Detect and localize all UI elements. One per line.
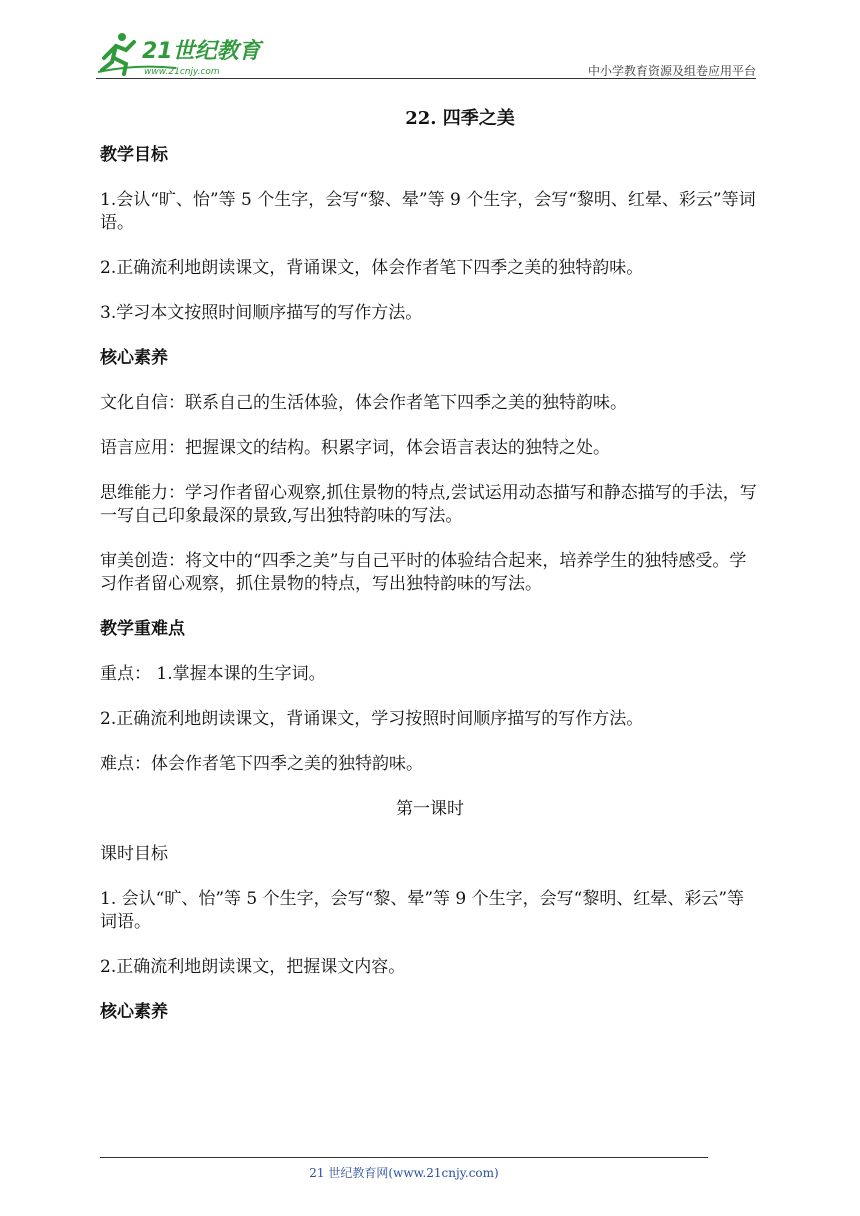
paragraph: 审美创造：将文中的“四季之美”与自己平时的体验结合起来，培养学生的独特感受。学习作者留心观察，抓住景物的特点，写出独特韵味的写法。 bbox=[100, 551, 747, 594]
section-heading: 教学重难点 bbox=[100, 619, 185, 639]
paragraph: 重点： 1.掌握本课的生字词。 bbox=[100, 664, 326, 684]
paragraph: 2.正确流利地朗读课文，把握课文内容。 bbox=[100, 957, 406, 977]
paragraph: 课时目标 bbox=[100, 844, 168, 864]
paragraph: 2.正确流利地朗读课文，背诵课文，体会作者笔下四季之美的独特韵味。 bbox=[100, 258, 644, 278]
platform-name: 中小学教育资源及组卷应用平台 bbox=[587, 64, 756, 78]
logo-text: 21世纪教育 bbox=[142, 39, 261, 64]
section-heading: 核心素养 bbox=[100, 348, 168, 368]
paragraph: 思维能力：学习作者留心观察,抓住景物的特点,尝试运用动态描写和静态描写的手法，写一写自己印象最深的景致,写出独特韵味的写法。 bbox=[100, 483, 757, 526]
footer-divider bbox=[100, 1157, 708, 1158]
page-header bbox=[96, 28, 756, 80]
paragraph: 难点：体会作者笔下四季之美的独特韵味。 bbox=[100, 754, 423, 774]
paragraph: 1.会认“旷、怡”等 5 个生字，会写“黎、晕”等 9 个生字，会写“黎明、红晕、彩云”等词语。 bbox=[100, 190, 756, 233]
paragraph: 2.正确流利地朗读课文，背诵课文，学习按照时间顺序描写的写作方法。 bbox=[100, 709, 644, 729]
paragraph: 1. 会认“旷、怡”等 5 个生字，会写“黎、晕”等 9 个生字，会写“黎明、红晕、彩云”等词语。 bbox=[100, 889, 745, 932]
header-divider bbox=[96, 78, 756, 79]
paragraph: 文化自信：联系自己的生活体验，体会作者笔下四季之美的独特韵味。 bbox=[100, 393, 627, 413]
site-logo bbox=[96, 28, 266, 80]
section-heading: 核心素养 bbox=[100, 1002, 168, 1022]
section-heading: 教学目标 bbox=[100, 145, 168, 165]
paragraph: 第一课时 bbox=[396, 799, 464, 819]
footer-text: 21 世纪教育网(www.21cnjy.com) bbox=[309, 1166, 499, 1180]
paragraph: 3.学习本文按照时间顺序描写的写作方法。 bbox=[100, 303, 423, 323]
document-body bbox=[100, 104, 760, 1036]
paragraph: 语言应用：把握课文的结构。积累字词，体会语言表达的独特之处。 bbox=[100, 438, 610, 458]
document-title: 22. 四季之美 bbox=[405, 108, 515, 129]
logo-url: www.21cnjy.com bbox=[144, 67, 220, 77]
paragraph-list bbox=[100, 134, 760, 1036]
